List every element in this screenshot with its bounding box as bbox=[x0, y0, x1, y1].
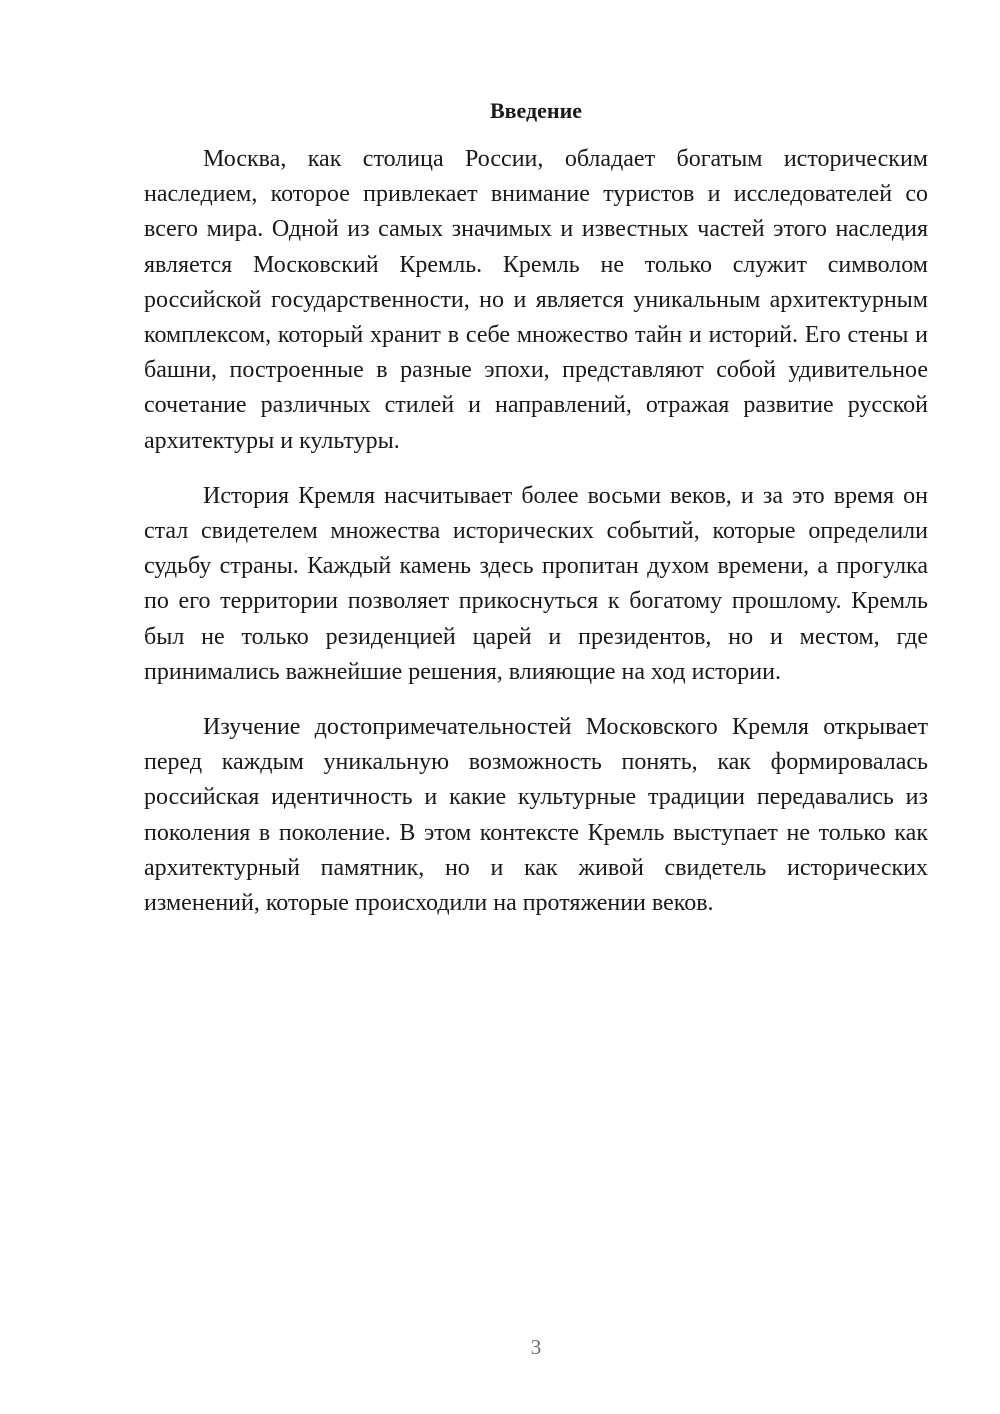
paragraph-2: История Кремля насчитывает более восьми веков, и за это время он стал свидетелем множества исторических событий, которые определили судьбу страны. Каждый камень здесь пропитан духом времени, а прогулка по его территории позволяет прикоснуться к богатому прошлому. Кремль был не только резиденцией царей и президентов, но и местом, где принимались важнейшие решения, влияющие на ход истории. bbox=[144, 482, 928, 685]
body-text bbox=[144, 142, 928, 941]
section-title: Введение bbox=[489, 98, 583, 123]
page-number: 3 bbox=[530, 1335, 542, 1359]
paragraph-3: Изучение достопримечательностей Московского Кремля открывает перед каждым уникальную возможность понять, как формировалась российская идентичность и какие культурные традиции передавались из поколения в поколение. В этом контексте Кремль выступает не только как архитектурный памятник, но и как живой свидетель исторических изменений, которые происходили на протяжении веков. bbox=[144, 714, 928, 917]
paragraph-1: Москва, как столица России, обладает богатым историческим наследием, которое привлекает внимание туристов и исследователей со всего мира. Одной из самых значимых и известных частей этого наследия является Московский Кремль. Кремль не только служит символом российской государственности, но и является уникальным архитектурным комплексом, который хранит в себе множество тайн и историй. Его стены и башни, построенные в разные эпохи, представляют собой удивительное сочетание различных стилей и направлений, отражая развитие русской архитектуры и культуры. bbox=[144, 146, 928, 454]
